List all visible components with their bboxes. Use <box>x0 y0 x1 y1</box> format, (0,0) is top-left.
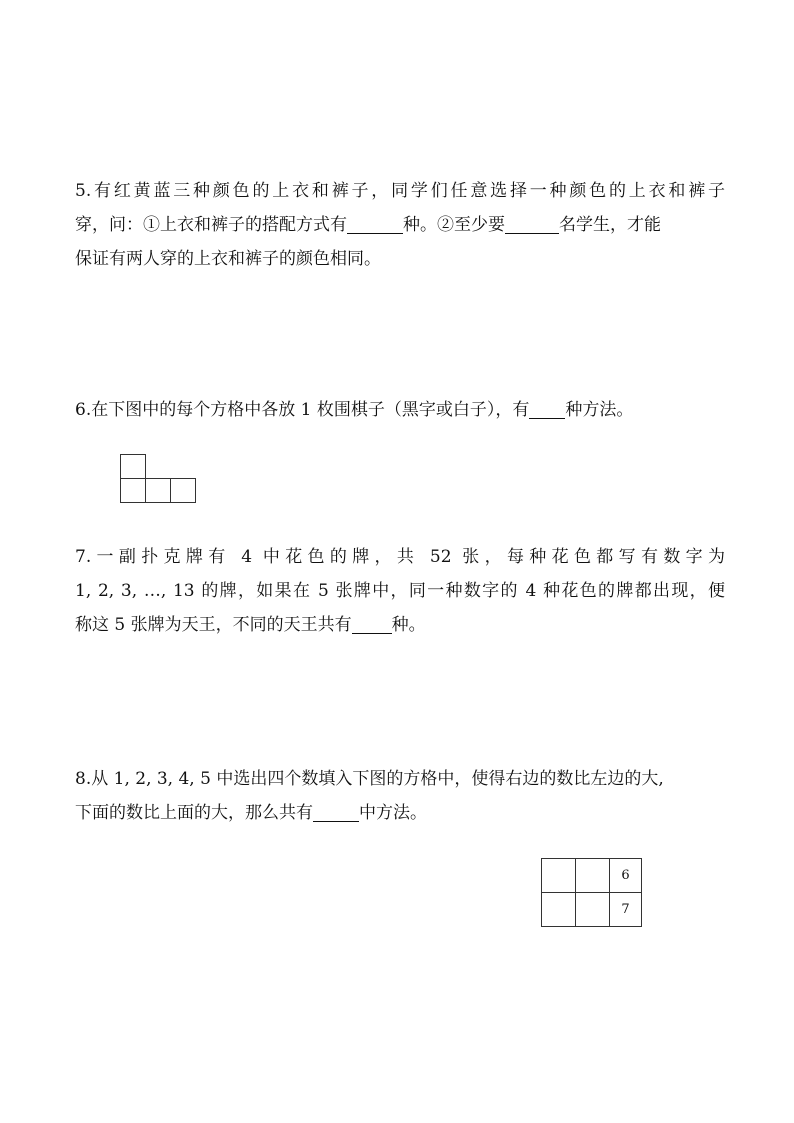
q6-text-b: 种方法。 <box>565 400 634 420</box>
q7-blank[interactable] <box>352 611 392 634</box>
q7-text-a: 称这 5 张牌为天王，不同的天王共有 <box>75 615 352 635</box>
q5-line-3: 保证有两人穿的上衣和裤子的颜色相同。 <box>75 249 381 269</box>
q8-line-2 <box>75 796 725 830</box>
q8-text-a: 下面的数比上面的大，那么共有 <box>75 803 313 823</box>
q6-cell-top <box>120 454 146 479</box>
q7-text-b: 种。 <box>391 615 426 635</box>
q6-text-a: 6.在下图中的每个方格中各放 1 枚围棋子（黑字或白子），有 <box>75 400 530 420</box>
q6-blank[interactable] <box>529 396 565 419</box>
q7-line-1: 7.一副扑克牌有 4 中花色的牌，共 52 张，每种花色都写有数字为 <box>75 547 725 567</box>
q5-text-a: 穿，问：①上衣和裤子的搭配方式有 <box>75 215 347 235</box>
q6-line <box>75 393 725 427</box>
q8-cell-r1c3: 6 <box>609 858 642 893</box>
q5-blank-2[interactable] <box>505 211 559 234</box>
q5-text-b: 种。②至少要 <box>403 215 505 235</box>
q8-cell-r2c3: 7 <box>609 892 642 927</box>
question-6 <box>75 393 725 427</box>
q8-blank[interactable] <box>313 799 359 822</box>
q8-cell-r1c2 <box>575 858 610 893</box>
q6-cell-bottom-3 <box>170 478 196 503</box>
q8-cell-r2c1 <box>541 892 576 927</box>
q7-line-2: 1, 2, 3, …, 13 的牌，如果在 5 张牌中，同一种数字的 4 种花色的牌都出现，便 <box>75 581 725 601</box>
q5-blank-1[interactable] <box>347 211 403 234</box>
q8-line-1: 8.从 1, 2, 3, 4, 5 中选出四个数填入下图的方格中，使得右边的数比左边的大, <box>75 769 664 789</box>
question-7 <box>75 540 725 642</box>
q6-cell-bottom-2 <box>145 478 171 503</box>
q8-cell-r2c2 <box>575 892 610 927</box>
q8-text-b: 中方法。 <box>359 803 427 823</box>
q7-line-3 <box>75 608 725 642</box>
q8-cell-r1c1 <box>541 858 576 893</box>
q5-line-2 <box>75 208 725 242</box>
question-8 <box>75 762 725 830</box>
question-5 <box>75 174 725 276</box>
q5-line-1: 5.有红黄蓝三种颜色的上衣和裤子，同学们任意选择一种颜色的上衣和裤子 <box>75 181 725 201</box>
q6-cell-bottom-1 <box>120 478 146 503</box>
q5-text-c: 名学生，才能 <box>559 215 661 235</box>
